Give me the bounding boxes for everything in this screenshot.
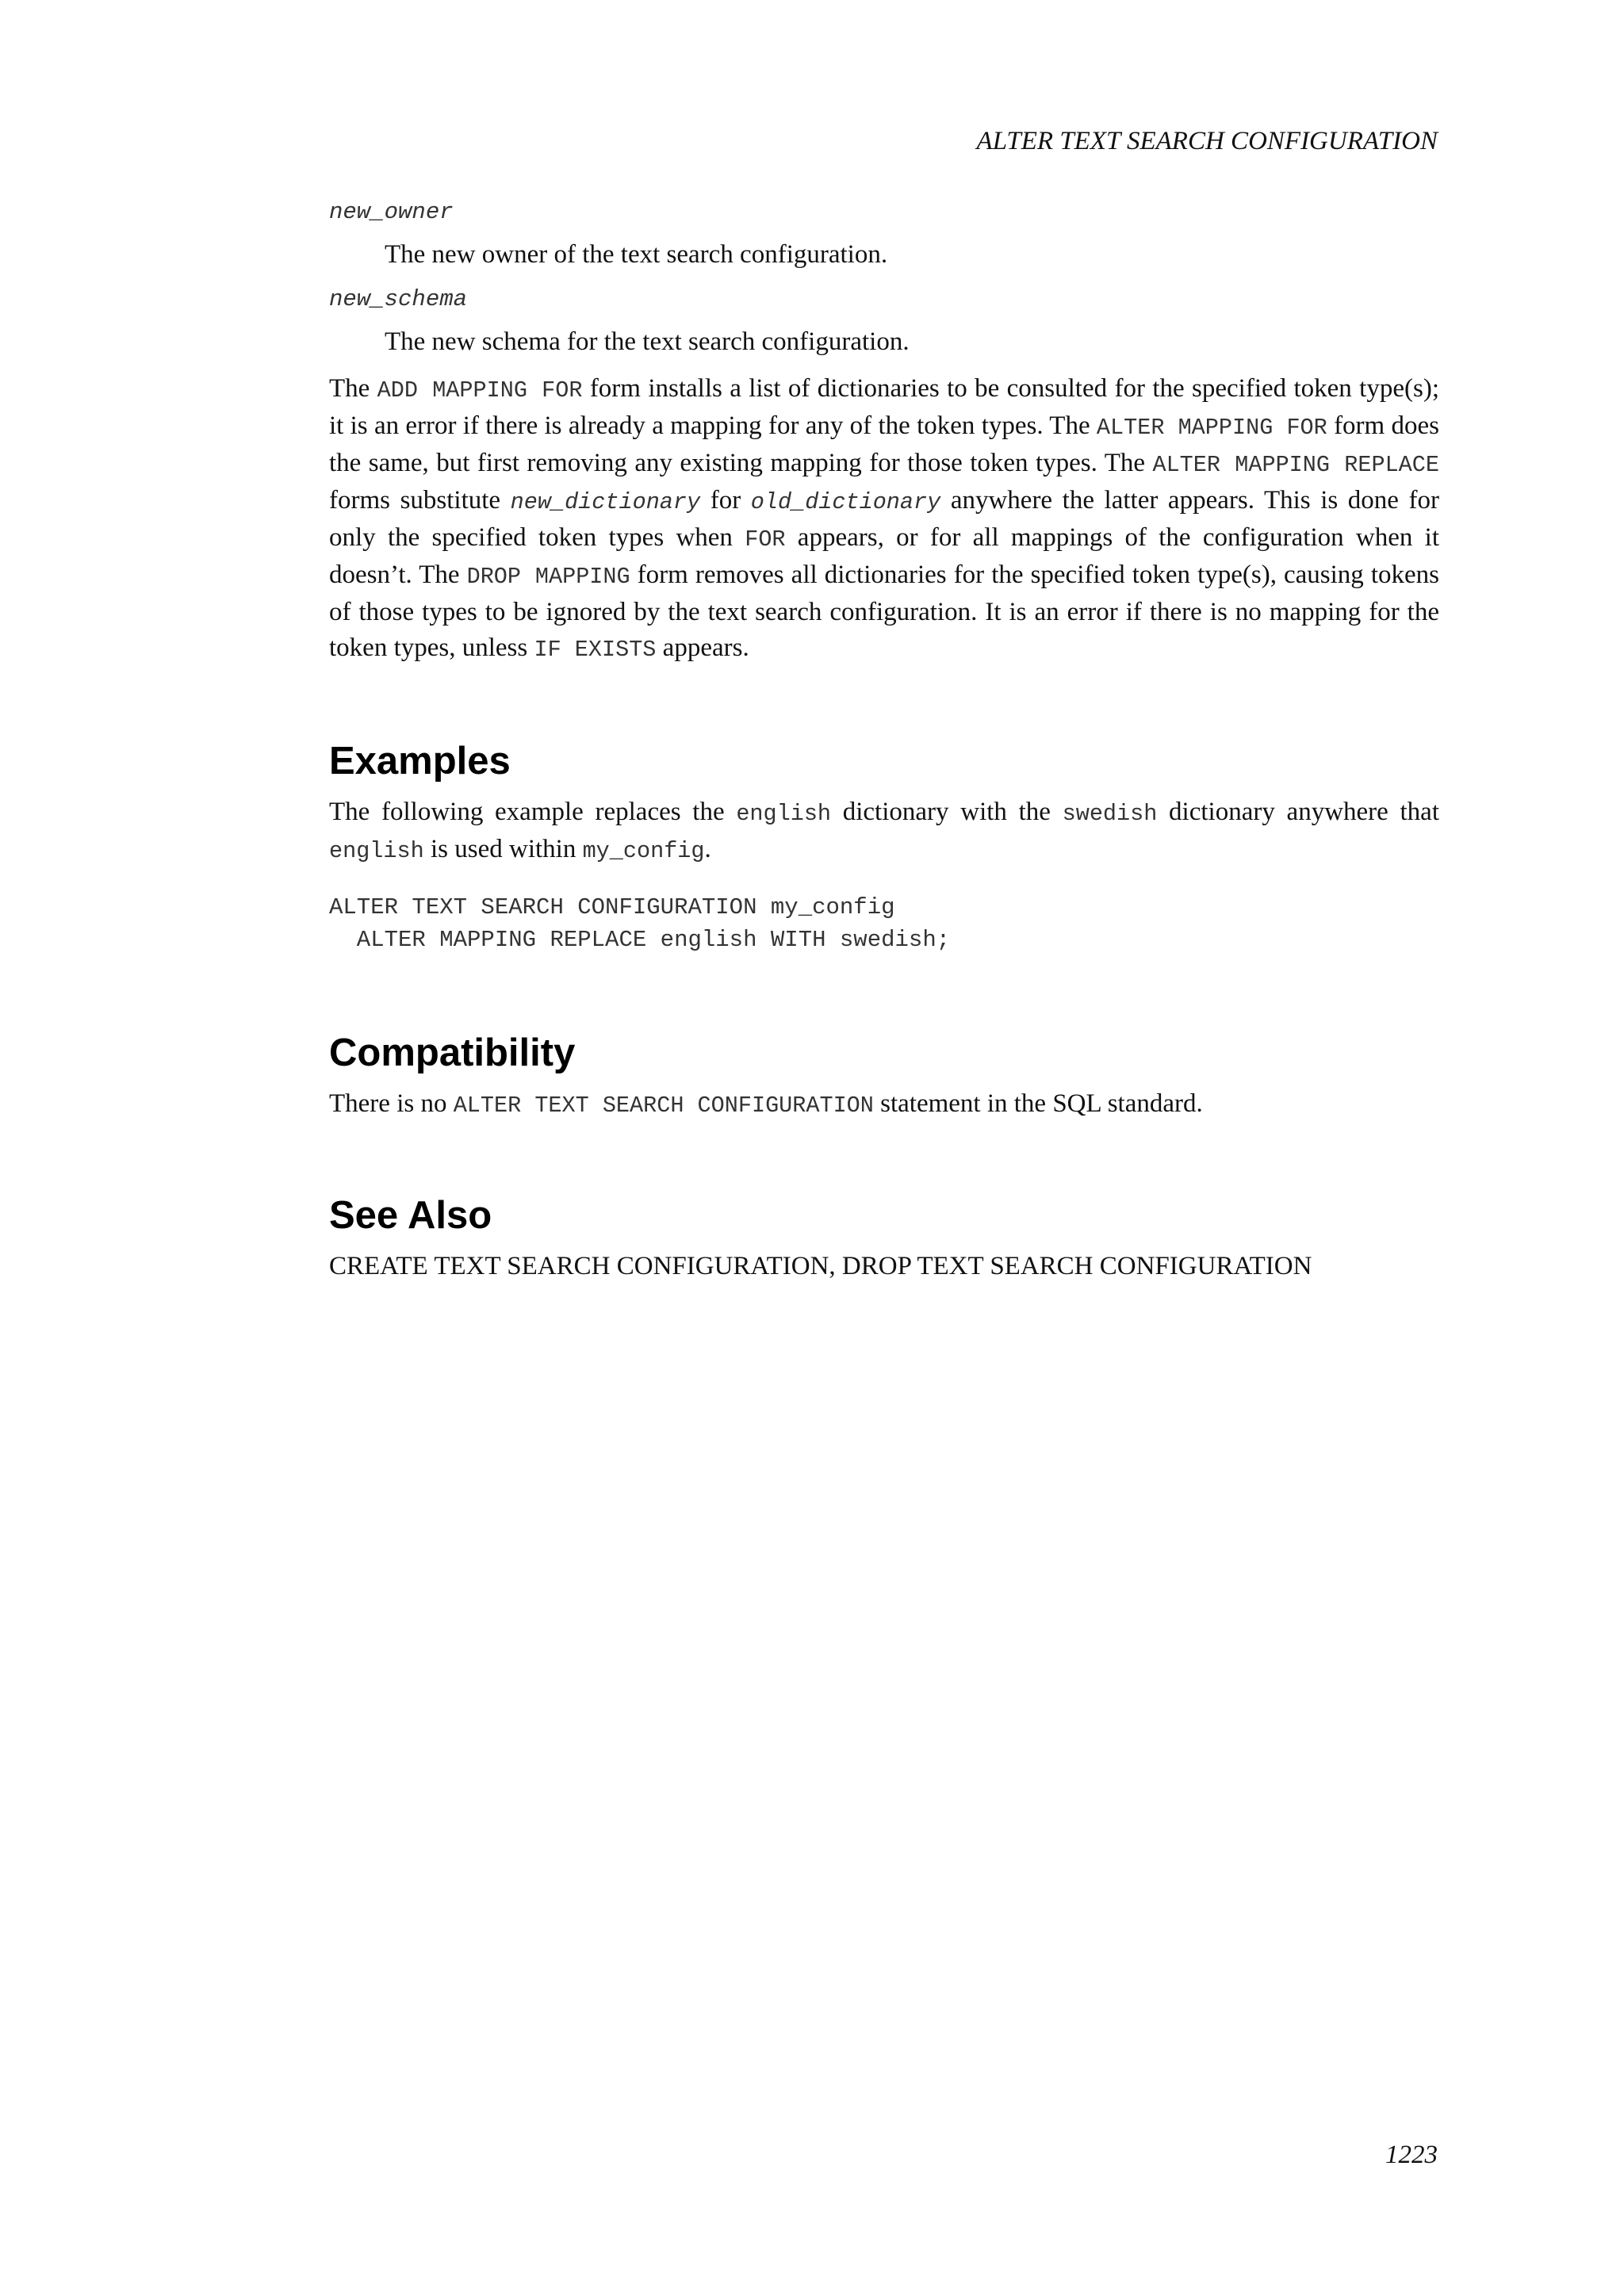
text-run: forms substitute [329, 486, 511, 515]
text-run: appears. [656, 633, 749, 662]
compatibility-heading: Compatibility [329, 1031, 576, 1074]
text-run: form removes all dictionaries for the specified token type(s), causing tokens of those types to be ignored by the text search configuration. It is an error if there is no mapping for the token types, unless [329, 561, 1439, 662]
see-also-links: CREATE TEXT SEARCH CONFIGURATION, DROP TEXT SEARCH CONFIGURATION [329, 1252, 1312, 1280]
text-run: for [700, 486, 751, 515]
parameter-list [329, 197, 1439, 360]
param-desc-new-schema: The new schema for the text search configuration. [385, 327, 910, 356]
code-add-mapping-for: ADD MAPPING FOR [377, 377, 583, 404]
examples-heading: Examples [329, 740, 511, 783]
code-drop-mapping: DROP MAPPING [466, 564, 630, 590]
text-run: anywhere the latter appears. This is done for only the specified token types when [329, 486, 1439, 552]
code-for: FOR [745, 526, 786, 553]
examples-paragraph [329, 794, 1439, 869]
code-english: english [736, 801, 832, 827]
example-code-block: ALTER TEXT SEARCH CONFIGURATION my_config ALTER MAPPING REPLACE english WITH swedish; [329, 894, 951, 953]
text-run: dictionary anywhere that [1157, 798, 1439, 826]
text-run: form does the same, but first removing any existing mapping for those token types. The [329, 411, 1440, 477]
page-number: 1223 [1385, 2141, 1438, 2169]
code-alter-mapping-replace: ALTER MAPPING REPLACE [1152, 452, 1439, 478]
see-also-heading: See Also [329, 1194, 492, 1237]
text-run: There is no [329, 1089, 454, 1118]
text-run: . [704, 835, 711, 863]
running-header: ALTER TEXT SEARCH CONFIGURATION [976, 127, 1438, 155]
text-run: form installs a list of dictionaries to be consulted for the specified token type(s); it is an error if there is already a mapping for any of the token types. The [329, 374, 1439, 440]
page-content [329, 197, 1439, 1284]
param-term-new-schema: new_schema [329, 286, 468, 312]
text-run: appears, or for all mappings of the configuration when it doesn’t. The [329, 523, 1440, 589]
description-paragraph [329, 371, 1439, 668]
code-alter-mapping-for: ALTER MAPPING FOR [1096, 415, 1327, 441]
param-old-dictionary: old_dictionary [750, 489, 941, 515]
param-new-dictionary: new_dictionary [510, 489, 701, 515]
param-desc-new-owner: The new owner of the text search configuration. [385, 240, 888, 269]
text-run: The [329, 374, 377, 403]
code-alter-text-search-configuration: ALTER TEXT SEARCH CONFIGURATION [453, 1093, 874, 1119]
text-run: is used within [423, 835, 583, 863]
code-english: english [329, 838, 424, 864]
param-term-new-owner: new_owner [329, 199, 454, 225]
code-if-exists: IF EXISTS [534, 637, 657, 663]
text-run: statement in the SQL standard. [873, 1089, 1203, 1118]
code-my-config: my_config [582, 838, 705, 864]
code-swedish: swedish [1062, 801, 1158, 827]
compatibility-paragraph [329, 1086, 1439, 1123]
text-run: dictionary with the [831, 798, 1063, 826]
text-run: The following example replaces the [329, 798, 737, 826]
